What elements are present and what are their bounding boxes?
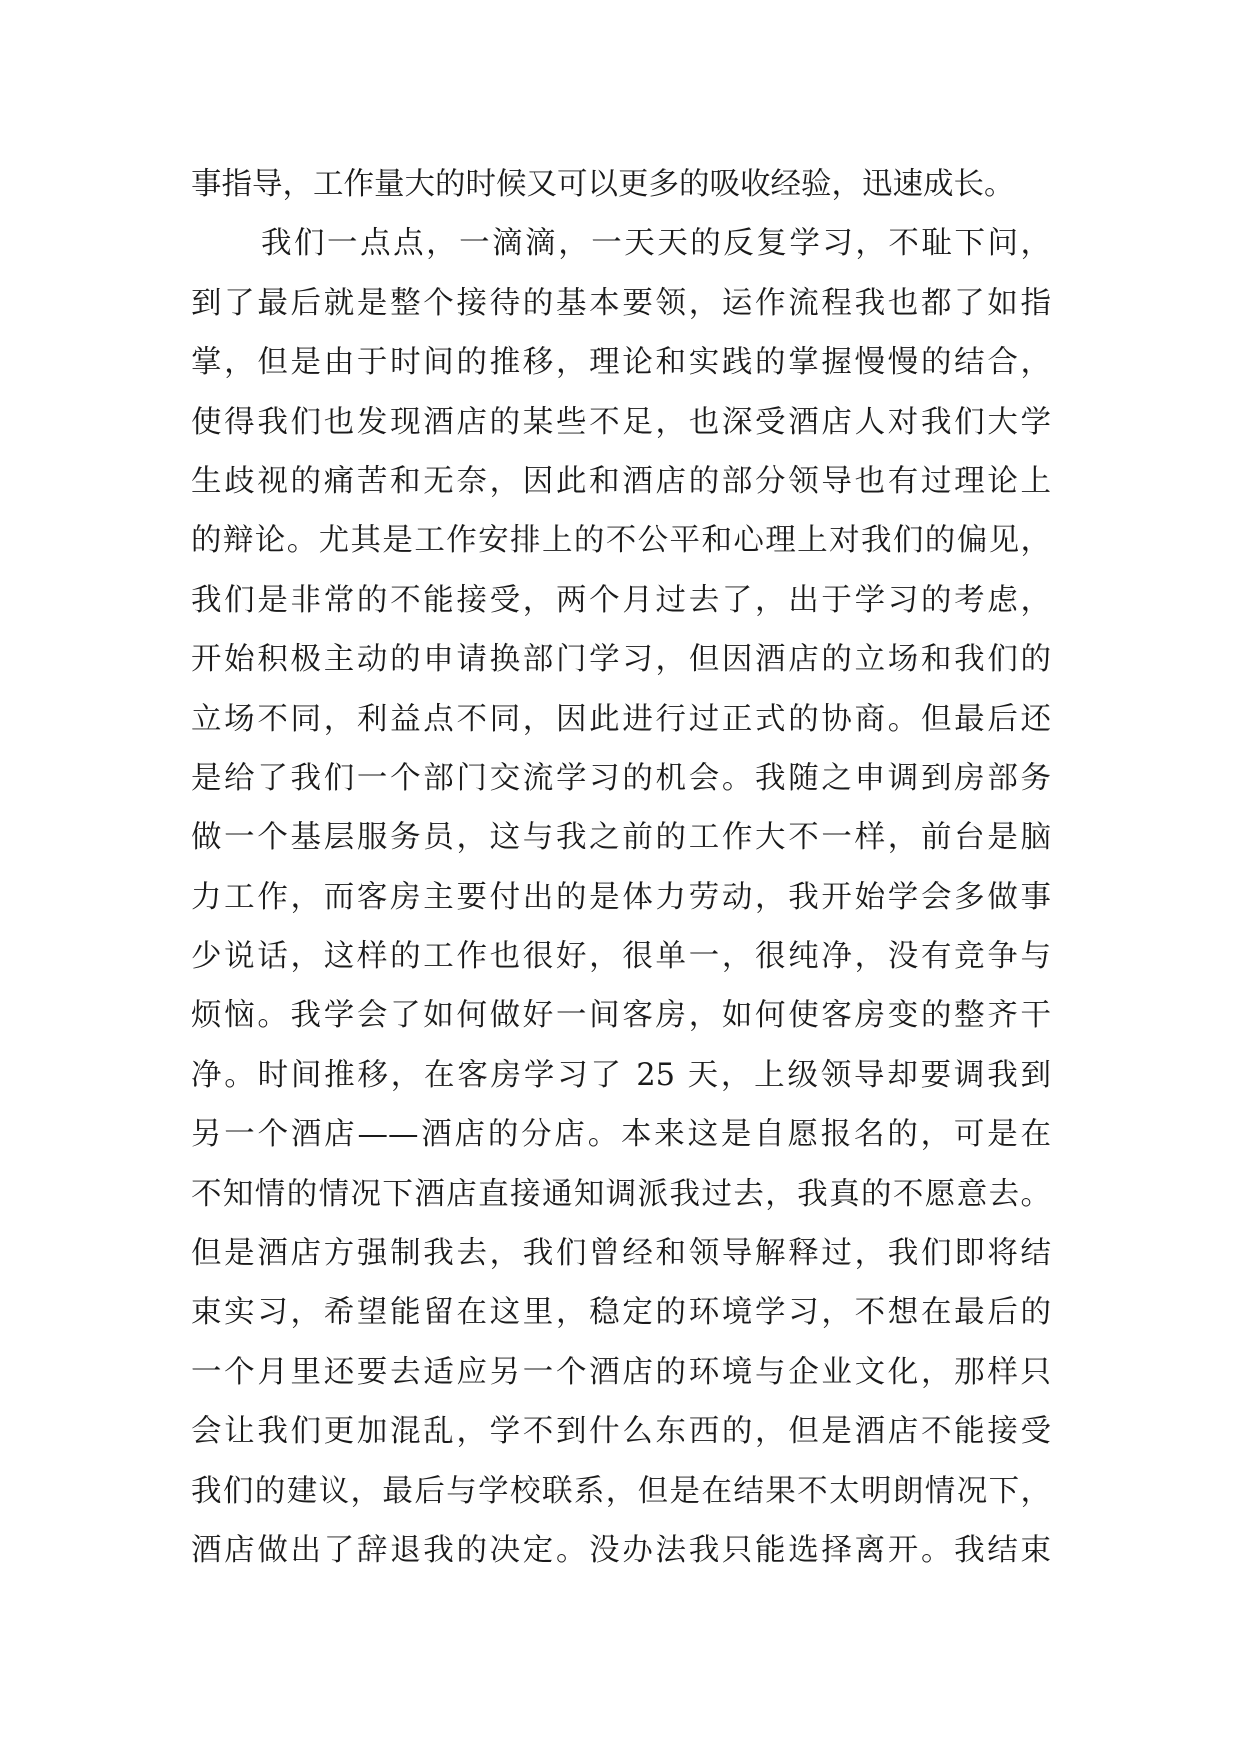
text-line: 的辩论。尤其是工作安排上的不公平和心理上对我们的偏见， [191,523,1051,559]
text-line: 净。时间推移，在客房学习了 25 天，上级领导却要调我到 [191,1057,1051,1093]
text-line: 不知情的情况下酒店直接通知调派我过去，我真的不愿意去。 [191,1176,1051,1212]
text-line: 立场不同，利益点不同，因此进行过正式的协商。但最后还 [191,701,1051,737]
text-line: 但是酒店方强制我去，我们曾经和领导解释过，我们即将结 [191,1236,1051,1272]
text-line: 力工作，而客房主要付出的是体力劳动，我开始学会多做事 [191,879,1051,915]
text-line: 生歧视的痛苦和无奈，因此和酒店的部分领导也有过理论上 [191,463,1051,499]
text-line: 会让我们更加混乱，学不到什么东西的，但是酒店不能接受 [191,1414,1051,1450]
text-line: 我们的建议，最后与学校联系，但是在结果不太明朗情况下， [191,1473,1051,1509]
text-line: 到了最后就是整个接待的基本要领，运作流程我也都了如指 [191,285,1051,321]
text-line: 酒店做出了辞退我的决定。没办法我只能选择离开。我结束 [191,1532,1051,1568]
text-line: 另一个酒店——酒店的分店。本来这是自愿报名的，可是在 [191,1117,1051,1153]
text-line: 我们是非常的不能接受，两个月过去了，出于学习的考虑， [191,582,1051,618]
text-line: 掌，但是由于时间的推移，理论和实践的掌握慢慢的结合， [191,345,1051,381]
text-line: 是给了我们一个部门交流学习的机会。我随之申调到房部务 [191,760,1051,796]
text-line: 开始积极主动的申请换部门学习，但因酒店的立场和我们的 [191,642,1051,678]
text-line: 事指导，工作量大的时候又可以更多的吸收经验，迅速成长。 [191,167,1015,202]
paragraph-first-line: 我们一点点，一滴滴，一天天的反复学习，不耻下问， [261,226,1051,262]
text-line: 少说话，这样的工作也很好，很单一，很纯净，没有竞争与 [191,939,1051,975]
body-text [191,155,1051,1580]
text-line: 做一个基层服务员，这与我之前的工作大不一样，前台是脑 [191,820,1051,856]
text-line: 束实习，希望能留在这里，稳定的环境学习，不想在最后的 [191,1295,1051,1331]
text-line: 烦恼。我学会了如何做好一间客房，如何使客房变的整齐干 [191,998,1051,1034]
text-line: 一个月里还要去适应另一个酒店的环境与企业文化，那样只 [191,1354,1051,1390]
text-line: 使得我们也发现酒店的某些不足，也深受酒店人对我们大学 [191,404,1051,440]
